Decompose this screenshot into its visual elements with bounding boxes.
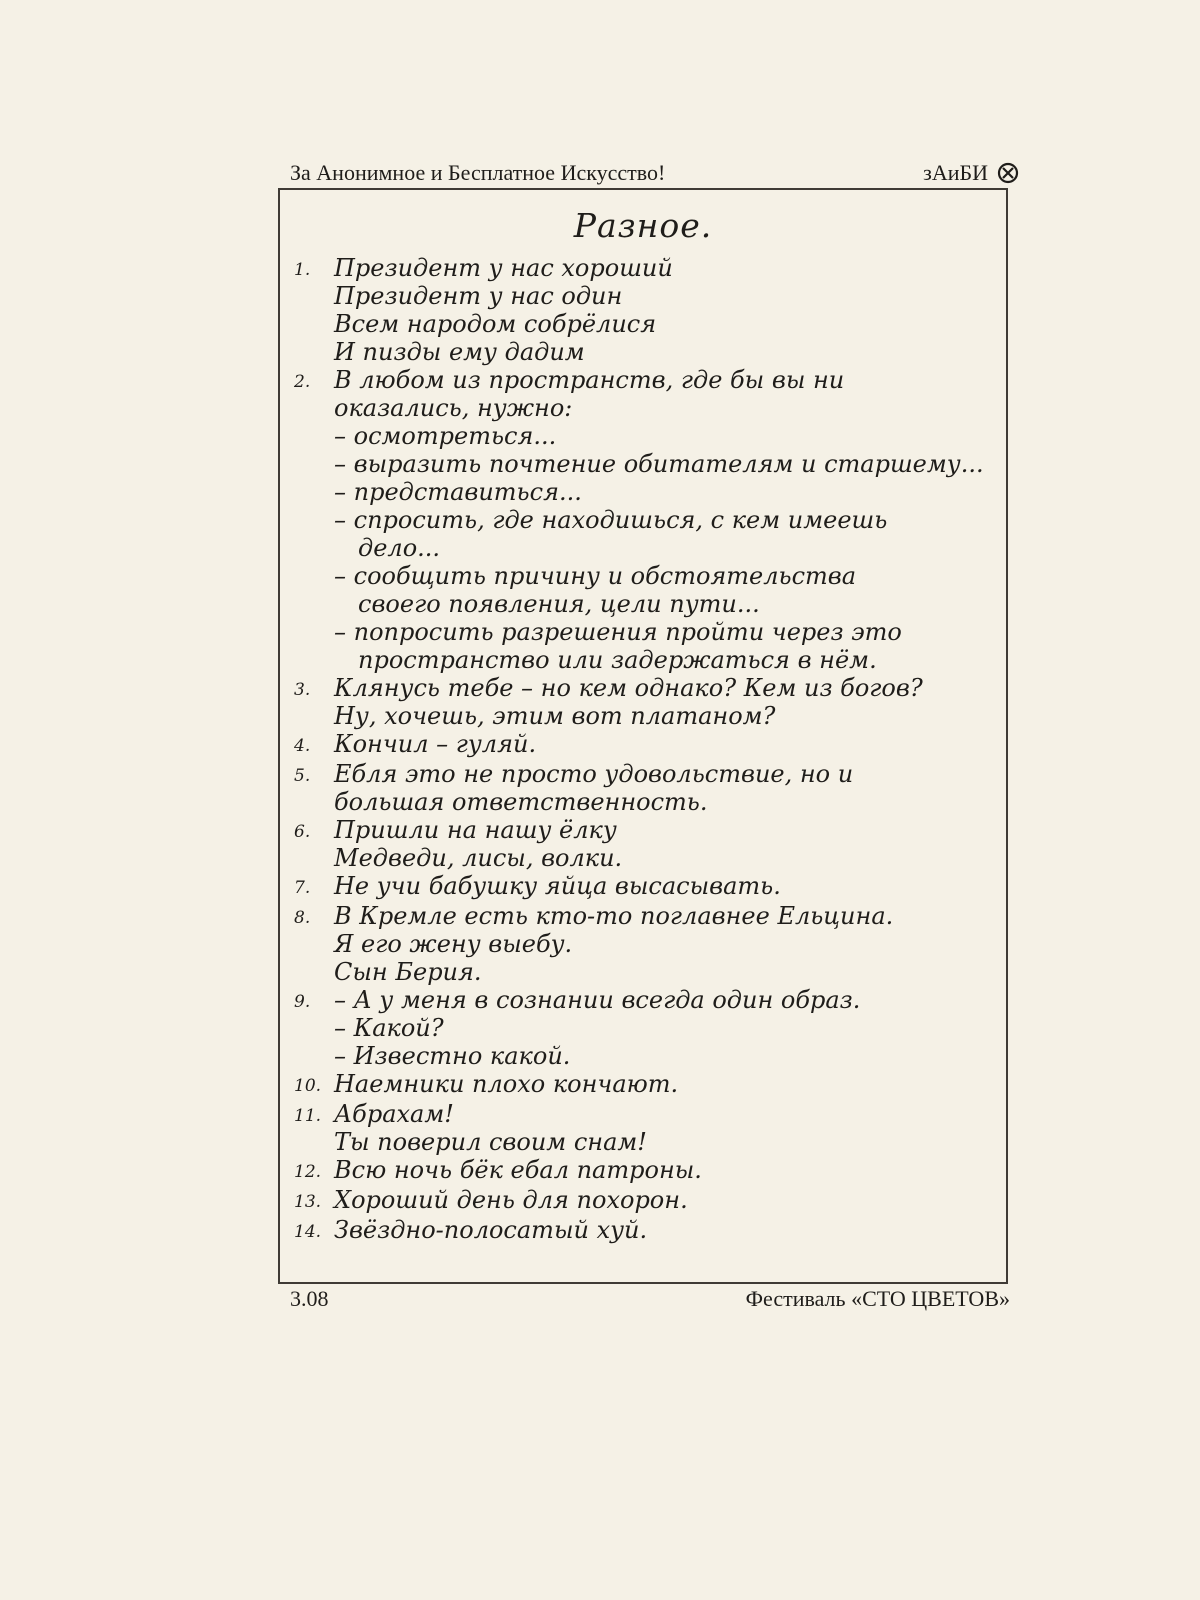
list-item-line: И пизды ему дадим <box>334 338 585 366</box>
list-item-number: 1. <box>294 260 311 280</box>
list-item-number: 9. <box>294 992 311 1012</box>
list-item-number: 13. <box>294 1192 322 1212</box>
list-item <box>294 816 994 872</box>
list-item-line: Всем народом собрёлися <box>334 310 657 338</box>
list-item <box>294 1100 994 1156</box>
list-item <box>294 872 994 902</box>
list-item-number: 14. <box>294 1222 322 1242</box>
list-item <box>294 760 994 816</box>
list-item-line: Сын Берия. <box>334 958 482 986</box>
content-frame <box>278 188 1008 1284</box>
list-item-line: – осмотреться... <box>334 422 557 450</box>
list-item-number: 6. <box>294 822 311 842</box>
list-item-line: Не учи бабушку яйца высасывать. <box>334 872 781 900</box>
header-right <box>923 160 1020 186</box>
list-item-line: Наемники плохо кончают. <box>334 1070 679 1098</box>
list-item-line: оказались, нужно: <box>334 394 573 422</box>
list-item-number: 8. <box>294 908 311 928</box>
list-item <box>294 730 994 760</box>
list-item-line: пространство или задержаться в нём. <box>358 646 877 674</box>
festival-name: Фестиваль «СТО ЦВЕТОВ» <box>745 1286 1010 1311</box>
list-item-line: Пришли на нашу ёлку <box>334 816 617 844</box>
list-item-line: В Кремле есть кто-то поглавнее Ельцина. <box>334 902 894 930</box>
list-item-number: 10. <box>294 1076 322 1096</box>
list-item <box>294 254 994 366</box>
list-item-line: Звёздно-полосатый хуй. <box>334 1216 648 1244</box>
list-item-number: 2. <box>294 372 311 392</box>
list-item-line: Медведи, лисы, волки. <box>334 844 623 872</box>
list-item-number: 11. <box>294 1106 322 1126</box>
list-item-line: Я его жену выебу. <box>334 930 573 958</box>
list-item-line: – Известно какой. <box>334 1042 571 1070</box>
list-item-line: своего появления, цели пути... <box>358 590 760 618</box>
list-item-line: – выразить почтение обитателям и старшему... <box>334 450 984 478</box>
list-item-line: Ну, хочешь, этим вот платаном? <box>334 702 776 730</box>
list-item <box>294 366 994 674</box>
page-number: 3.08 <box>290 1286 329 1311</box>
list-item-number: 5. <box>294 766 311 786</box>
list-item-line: – А у меня в сознании всегда один образ. <box>334 986 861 1014</box>
list-item-line: – Какой? <box>334 1014 444 1042</box>
list-item-line: Президент у нас хороший <box>334 254 673 282</box>
list-item-line: Кончил – гуляй. <box>334 730 537 758</box>
list-item <box>294 902 994 986</box>
list-item-line: Ебля это не просто удовольствие, но и <box>334 760 854 788</box>
header-right-text: зАиБИ <box>923 160 988 185</box>
list-item-line: – спросить, где находишься, с кем имеешь <box>334 506 888 534</box>
list-item-line: дело... <box>358 534 441 562</box>
list-item-number: 4. <box>294 736 311 756</box>
list-item-line: Ты поверил своим снам! <box>334 1128 647 1156</box>
section-title: Разное. <box>573 206 713 245</box>
list-item <box>294 1070 994 1100</box>
list-item-number: 3. <box>294 680 311 700</box>
page-footer <box>290 1286 1010 1316</box>
list-item <box>294 1186 994 1216</box>
list-item <box>294 986 994 1070</box>
circle-x-logo-icon <box>996 161 1020 185</box>
list-item <box>294 1216 994 1246</box>
list-item <box>294 1156 994 1186</box>
list-item-line: – сообщить причину и обстоятельства <box>334 562 857 590</box>
list-item-line: – представиться... <box>334 478 582 506</box>
page-header <box>290 160 1020 190</box>
list-item-number: 7. <box>294 878 311 898</box>
list-item <box>294 674 994 730</box>
list-item-line: – попросить разрешения пройти через это <box>334 618 902 646</box>
list-item-line: Президент у нас один <box>334 282 623 310</box>
list-item-line: Всю ночь бёк ебал патроны. <box>334 1156 702 1184</box>
list-item-line: В любом из пространств, где бы вы ни <box>334 366 845 394</box>
list-item-line: Абрахам! <box>334 1100 454 1128</box>
list-item-number: 12. <box>294 1162 322 1182</box>
entries-list <box>294 254 994 1246</box>
list-item-line: Хороший день для похорон. <box>334 1186 688 1214</box>
list-item-line: Клянусь тебе – но кем однако? Кем из богов? <box>334 674 923 702</box>
header-left-text: За Анонимное и Бесплатное Искусство! <box>290 160 666 185</box>
list-item-line: большая ответственность. <box>334 788 708 816</box>
